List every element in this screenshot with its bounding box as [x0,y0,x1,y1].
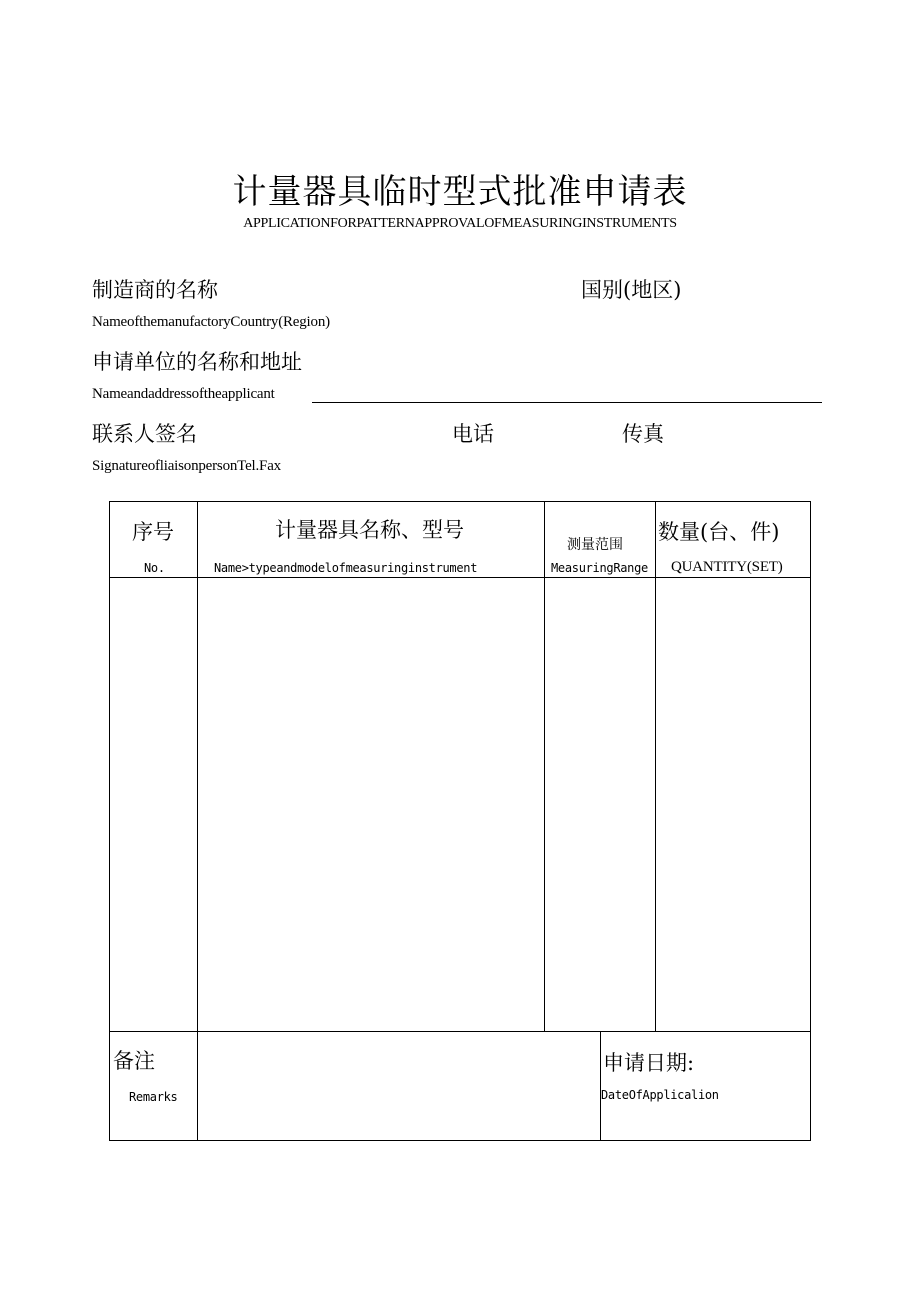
header-name-en: Name>typeandmodelofmeasuringinstrument [214,561,478,575]
header-range-cn: 测量范围 [567,537,623,553]
date-label-cn: 申请日期: [603,1051,695,1075]
contact-label-en: SignatureofliaisonpersonTel.Fax [92,458,281,474]
col-divider-remarks [600,1031,601,1140]
applicant-label-cn: 申请单位的名称和地址 [92,350,302,374]
remarks-input-cell[interactable] [198,1032,599,1139]
remarks-label-en: Remarks [129,1090,178,1104]
manufacturer-label-cn: 制造商的名称 [92,278,218,302]
remarks-label-cn: 备注 [113,1049,155,1073]
header-range-en: MeasuringRange [551,561,648,575]
range-input-cell[interactable] [545,578,654,1030]
page-subtitle: APPLICATIONFORPATTERNAPPROVALOFMEASURINGINSTRUMENTS [243,216,677,231]
application-table [109,501,811,1141]
header-no-en: No. [144,561,165,575]
applicant-label-en: Nameandaddressoftheapplicant [92,386,275,402]
date-label-en: DateOfApplicalion [601,1088,719,1102]
header-qty-cn: 数量(台、件) [658,520,780,544]
name-input-cell[interactable] [198,578,543,1030]
header-name-cn: 计量器具名称、型号 [275,518,464,542]
qty-input-cell[interactable] [656,578,809,1030]
country-label-cn: 国别(地区) [581,278,682,302]
no-input-cell[interactable] [111,578,196,1030]
header-qty-en: QUANTITY(SET) [671,559,783,575]
fax-label-cn: 传真 [622,422,664,446]
header-no-cn: 序号 [132,520,174,544]
manufacturer-label-en: NameofthemanufactoryCountry(Region) [92,314,330,330]
applicant-input-line[interactable] [312,402,822,403]
contact-label-cn: 联系人签名 [92,422,197,446]
tel-label-cn: 电话 [452,422,494,446]
page-title: 计量器具临时型式批准申请表 [232,172,688,212]
